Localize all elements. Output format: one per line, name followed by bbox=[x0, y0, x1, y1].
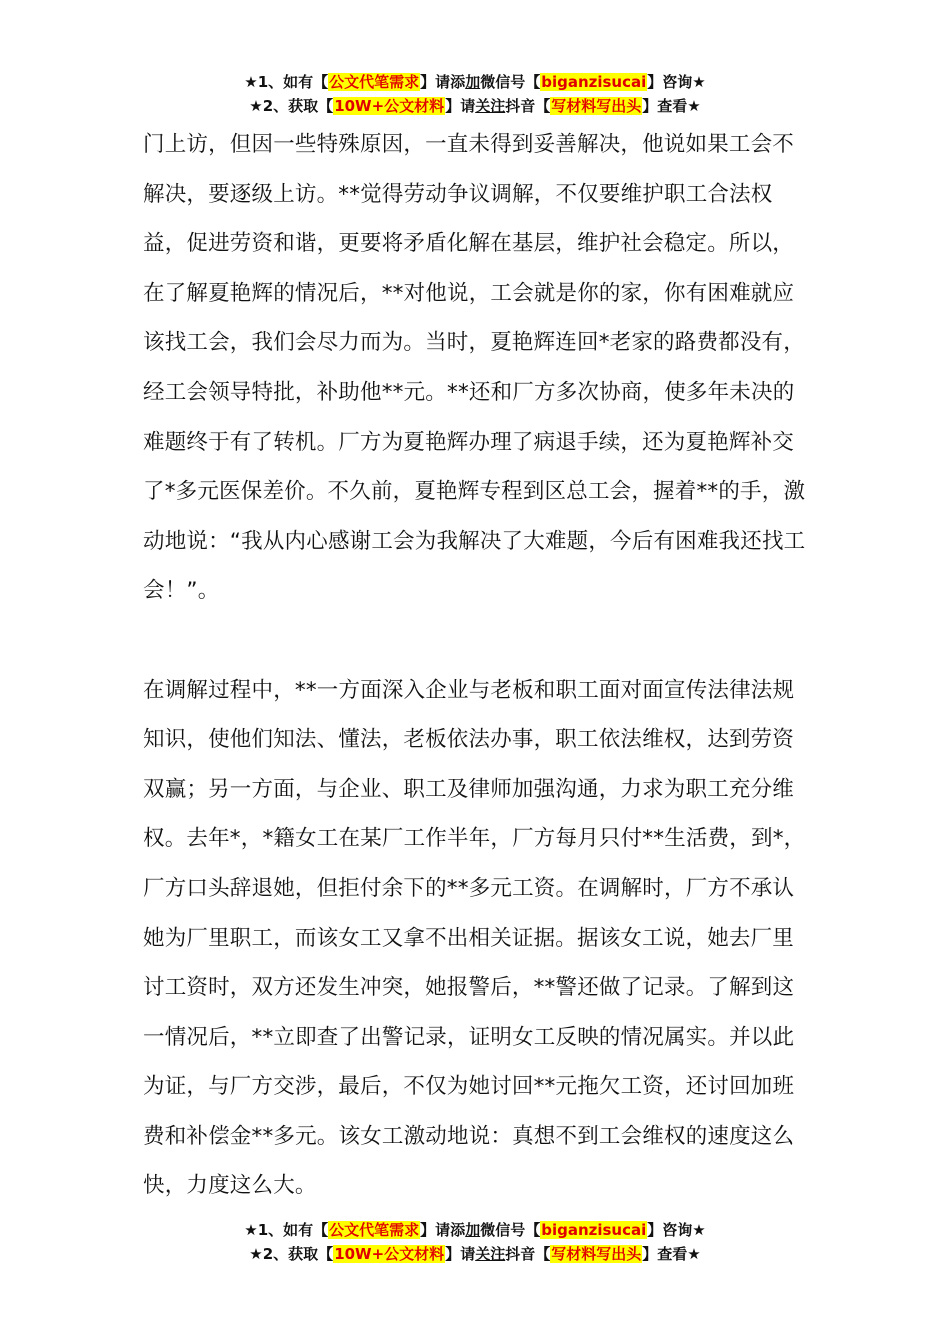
banner-highlight-wechat-id: biganzisucai bbox=[541, 1221, 647, 1239]
banner-highlight-douyin: 写材料写出头 bbox=[551, 1245, 642, 1263]
banner-suffix: 】查看★ bbox=[642, 1245, 701, 1263]
banner-text: 】请 bbox=[445, 97, 476, 115]
paragraph-spacer bbox=[143, 616, 808, 666]
banner-underlined-text: 关注 bbox=[475, 1245, 506, 1263]
banner-line-1 bbox=[0, 1218, 950, 1242]
banner-underlined-text: 加 bbox=[465, 1221, 481, 1239]
footer-banner bbox=[0, 1218, 950, 1266]
banner-text: 微信号【 bbox=[480, 73, 541, 91]
banner-prefix: ★2、获取【 bbox=[249, 1245, 334, 1263]
banner-line-1 bbox=[0, 70, 950, 94]
banner-underlined-text: 加 bbox=[465, 73, 481, 91]
banner-prefix: ★1、如有【 bbox=[244, 1221, 329, 1239]
banner-text: 抖音【 bbox=[505, 97, 551, 115]
banner-highlight-douyin: 写材料写出头 bbox=[551, 97, 642, 115]
banner-highlight-service: 公文代笔需求 bbox=[329, 73, 420, 91]
banner-highlight-materials: 10W+公文材料 bbox=[334, 97, 445, 115]
banner-text: 微信号【 bbox=[480, 1221, 541, 1239]
banner-suffix: 】咨询★ bbox=[647, 1221, 706, 1239]
banner-line-2 bbox=[0, 1242, 950, 1266]
banner-suffix: 】查看★ bbox=[642, 97, 701, 115]
paragraph-2: 在调解过程中，**一方面深入企业与老板和职工面对面宣传法律法规知识，使他们知法、懂法，老板依法办事，职工依法维权，达到劳资双赢；另一方面，与企业、职工及律师加强沟通，力求为职工充分维权。去年*，*籍女工在某厂工作半年，厂方每月只付**生活费，到*，厂方口头辞退她，但拒付余下的**多元工资。在调解时，厂方不承认她为厂里职工，而该女工又拿不出相关证据。据该女工说，她去厂里讨工资时，双方还发生冲突，她报警后，**警还做了记录。了解到这一情况后，**立即查了出警记录，证明女工反映的情况属实。并以此为证，与厂方交涉，最后，不仅为她讨回**元拖欠工资，还讨回加班费和补偿金**多元。该女工激动地说：真想不到工会维权的速度这么快，力度这么大。 bbox=[143, 677, 806, 1199]
banner-highlight-materials: 10W+公文材料 bbox=[334, 1245, 445, 1263]
banner-text: 】请 bbox=[445, 1245, 476, 1263]
banner-text: 】请添 bbox=[420, 1221, 466, 1239]
banner-prefix: ★2、获取【 bbox=[249, 97, 334, 115]
document-body bbox=[143, 120, 808, 1211]
header-banner bbox=[0, 70, 950, 118]
banner-text: 抖音【 bbox=[505, 1245, 551, 1263]
banner-highlight-wechat-id: biganzisucai bbox=[541, 73, 647, 91]
banner-prefix: ★1、如有【 bbox=[244, 73, 329, 91]
paragraph-1: 门上访，但因一些特殊原因，一直未得到妥善解决，他说如果工会不解决，要逐级上访。**觉得劳动争议调解，不仅要维护职工合法权益，促进劳资和谐，更要将矛盾化解在基层，维护社会稳定。所以，在了解夏艳辉的情况后，**对他说，工会就是你的家，你有困难就应该找工会，我们会尽力而为。当时，夏艳辉连回*老家的路费都没有，经工会领导特批，补助他**元。**还和厂方多次协商，使多年未决的难题终于有了转机。厂方为夏艳辉办理了病退手续，还为夏艳辉补交了*多元医保差价。不久前，夏艳辉专程到区总工会，握着**的手，激动地说：“我从内心感谢工会为我解决了大难题，今后有困难我还找工会！”。 bbox=[143, 132, 806, 604]
banner-suffix: 】咨询★ bbox=[647, 73, 706, 91]
banner-highlight-service: 公文代笔需求 bbox=[329, 1221, 420, 1239]
banner-line-2 bbox=[0, 94, 950, 118]
banner-text: 】请添 bbox=[420, 73, 466, 91]
banner-underlined-text: 关注 bbox=[475, 97, 506, 115]
